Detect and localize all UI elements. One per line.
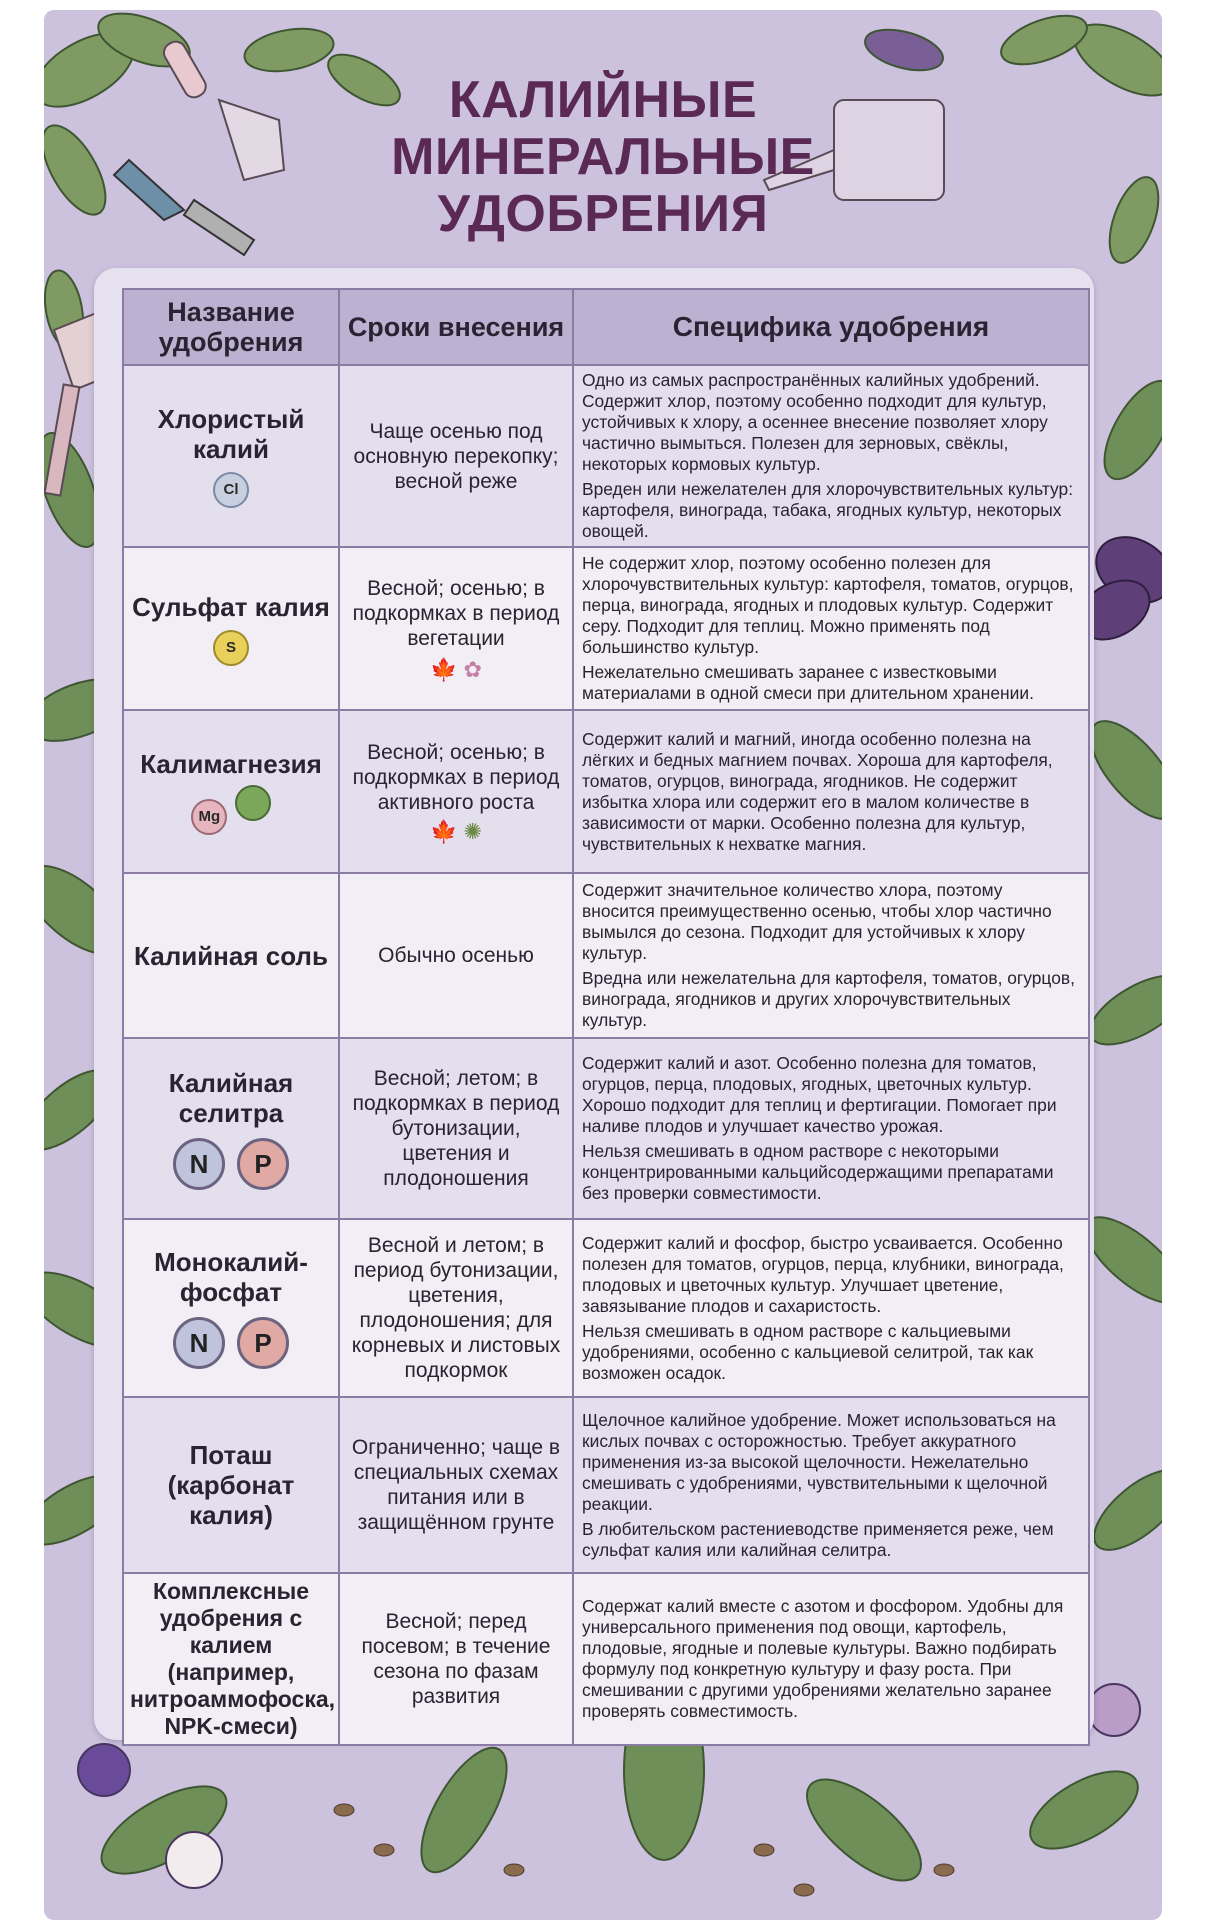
table-row <box>123 365 1089 547</box>
fertilizer-timing: Весной; перед посевом; в течение сезона по фазам развития <box>339 1573 573 1745</box>
spec-paragraph: Нельзя смешивать в одном растворе с кальциевыми удобрениями, особенно с кальциевой селитрой, так как возможен осадок. <box>582 1320 1034 1383</box>
phosphorus-badge: P <box>237 1138 289 1190</box>
spec-paragraph: Содержит значительное количество хлора, поэтому вносится преимущественно осенью, чтобы хлор частично вымылся до сезона. Подходит для устойчивых к хлору культур. <box>582 880 1052 963</box>
fertilizer-timing: Весной и летом; в период бутонизации, цветения, плодоношения; для корневых и листовых подкормок <box>339 1219 573 1397</box>
table-row <box>123 1219 1089 1397</box>
header-spec: Специфика удобрения <box>573 289 1089 365</box>
fertilizer-spec <box>573 1397 1089 1573</box>
fertilizer-timing: Весной; летом; в подкормках в период бутонизации, цветения и плодоношения <box>339 1038 573 1219</box>
table-row <box>123 1038 1089 1219</box>
fertilizer-spec <box>573 873 1089 1038</box>
fertilizer-timing: Ограниченно; чаще в специальных схемах питания или в защищённом грунте <box>339 1397 573 1573</box>
fertilizer-timing <box>339 547 573 710</box>
fertilizer-name-text: Монокалий-фосфат <box>154 1247 308 1307</box>
fertilizer-name-text: Хлористый калий <box>157 404 305 464</box>
table-row <box>123 547 1089 710</box>
sulfur-icon: S <box>213 630 249 666</box>
spec-paragraph: Содержит калий и магний, иногда особенно полезна на лёгких и бедных магнием почвах. Хороша для картофеля, томатов, огурцов, винограда, ягодников. Не содержит избытка хлора или содержит его в малом количестве в зависимости от марки. Особенно полезна для культур, чувствительных к нехватке магния. <box>582 728 1053 854</box>
spec-paragraph: Содержат калий вместе с азотом и фосфором. Удобны для универсального применения под овощи, картофель, плодовые, ягодные и полевые культуры. Важно подбирать формулу под конкретную культуру и фазу роста. При смешивании с другими удобрениями желательно заранее проверять совместимость. <box>582 1596 1064 1721</box>
fertilizer-name-text: Калимагнезия <box>140 748 322 779</box>
title-line-1: КАЛИЙНЫЕ <box>448 71 758 129</box>
spec-paragraph: Содержит калий и азот. Особенно полезна для томатов, огурцов, перца, плодовых, ягодных, цветочных культур. Хорошо подходит для теплиц и фертигации. Помогает при наливе плодов и улучшает качество урожая. <box>582 1053 1057 1136</box>
table-row <box>123 1397 1089 1573</box>
phosphorus-badge: P <box>237 1317 289 1369</box>
fertilizer-name <box>123 710 339 873</box>
fertilizer-timing: Обычно осенью <box>339 873 573 1038</box>
spec-paragraph: Вредна или нежелательна для картофеля, томатов, огурцов, винограда, ягодников и других хлорочувствительных культур. <box>582 968 1075 1030</box>
spec-paragraph: Нельзя смешивать в одном растворе с некоторыми концентрированными кальцийсодержащими препаратами без проверки совместимости. <box>582 1141 1054 1203</box>
magnesium-icon: Mg <box>191 799 227 835</box>
fertilizer-name <box>123 1038 339 1219</box>
fertilizer-table <box>122 288 1090 1746</box>
chlorine-icon: Cl <box>213 472 249 508</box>
fertilizer-timing <box>339 710 573 873</box>
fertilizer-name: Комплексные удобрения с калием (например, нитроаммофоска, NPK-смеси) <box>123 1573 339 1745</box>
nitrogen-badge: N <box>173 1138 225 1190</box>
title-line-3: УДОБРЕНИЯ <box>437 185 769 243</box>
fertilizer-spec <box>573 710 1089 873</box>
maple-leaf-icon: 🍁 <box>430 656 458 682</box>
fertilizer-spec <box>573 365 1089 547</box>
fertilizer-name: Поташ (карбонат калия) <box>123 1397 339 1573</box>
fertilizer-name-text: Калийная селитра <box>168 1067 294 1128</box>
fertilizer-spec <box>573 1038 1089 1219</box>
spec-paragraph: Вреден или нежелателен для хлорочувствительных культур: картофеля, винограда, табака, ягодных культур, некоторых овощей. <box>582 479 1074 541</box>
fertilizer-name-text: Сульфат калия <box>132 591 330 622</box>
title-line-2: МИНЕРАЛЬНЫЕ <box>391 128 815 186</box>
table-row <box>123 710 1089 873</box>
fertilizer-spec <box>573 547 1089 710</box>
spec-paragraph: Одно из самых распространённых калийных удобрений. Содержит хлор, поэтому особенно подходит для культур, устойчивых к хлору, а осеннее внесение позволяет хлору частично вымыться. Полезен для зерновых, свёклы, некоторых кормовых культур. <box>582 370 1048 474</box>
maple-leaf-icon: 🍁 <box>430 818 458 844</box>
timing-text: Весной; осенью; в подкормках в период вегетации <box>352 576 560 650</box>
table-header-row <box>123 289 1089 365</box>
spec-paragraph: Не содержит хлор, поэтому особенно полезен для хлорочувствительных культур: картофеля, томатов, огурцов, перца, винограда, ягодных и плодовых культур. Содержит серу. Подходит для теплиц. Можно применять под большинство культур. <box>582 553 1074 657</box>
molecule-icon: ✺ <box>463 818 482 844</box>
fertilizer-timing: Чаще осенью под основную перекопку; весной реже <box>339 365 573 547</box>
header-timing: Сроки внесения <box>339 289 573 365</box>
spec-paragraph: Содержит калий и фосфор, быстро усваивается. Особенно полезен для томатов, огурцов, перца, клубники, винограда, плодовых и цветочных культур. Улучшает цветение, завязывание плодов и сахаристость. <box>582 1232 1064 1316</box>
fertilizer-name: Калийная соль <box>123 873 339 1038</box>
timing-text: Весной; осенью; в подкормках в период активного роста <box>352 740 560 814</box>
fertilizer-name <box>123 1219 339 1397</box>
header-name: Название удобрения <box>123 289 339 365</box>
fertilizer-name <box>123 547 339 710</box>
fertilizer-name <box>123 365 339 547</box>
spec-paragraph: В любительском растениеводстве применяется реже, чем сульфат калия или калийная селитра. <box>582 1518 1054 1560</box>
page-title <box>44 72 1162 243</box>
spec-paragraph: Щелочное калийное удобрение. Может использоваться на кислых почвах с осторожностью. Требует аккуратного применения из-за высокой щелочности. Нежелательно смешивать с удобрениями, чувствительными к щелочной реакции. <box>582 1409 1056 1514</box>
fertilizer-spec <box>573 1573 1089 1745</box>
table-row <box>123 873 1089 1038</box>
table-row <box>123 1573 1089 1745</box>
fertilizer-spec <box>573 1219 1089 1397</box>
flower-icon: ✿ <box>463 656 482 682</box>
spec-paragraph: Нежелательно смешивать заранее с известковыми материалами в одной смеси при длительном хранении. <box>582 662 1034 703</box>
green-molecule-icon <box>235 785 271 821</box>
nitrogen-badge: N <box>173 1317 225 1369</box>
